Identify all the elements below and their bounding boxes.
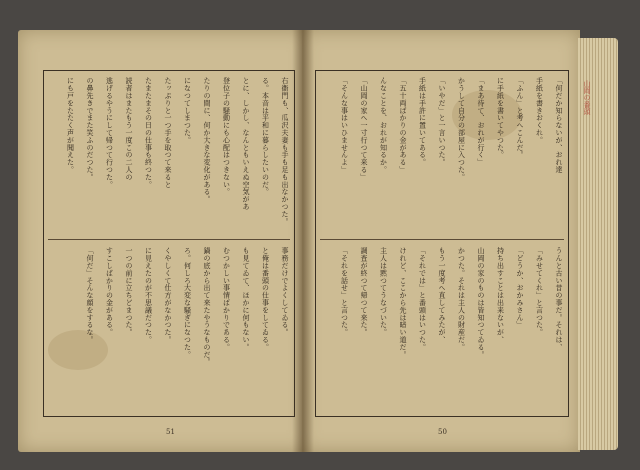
text-column: に手紙を書いてやつた。 (496, 77, 505, 159)
left-upper-text (48, 77, 290, 227)
text-column: になつてしまつた。 (183, 77, 192, 144)
text-column: 「まあ待て、おれが行く」 (477, 77, 485, 166)
text-column: 「いやだ」と一言いつた。 (438, 77, 446, 166)
text-column: たまたまその日の仕事も終つた。 (144, 77, 153, 188)
text-column: 手紙は手許に置いてある。 (418, 77, 427, 166)
text-column: 逃げるやうにして帰つて行つた。 (105, 77, 114, 188)
text-column: 「それを話せ」と言つた。 (340, 247, 349, 336)
open-book (10, 20, 622, 456)
text-column: 「ふん」と考へこんだ。 (516, 77, 524, 159)
text-column: 主人は黙つてうなづいた。 (379, 247, 388, 336)
right-section-rule (320, 239, 564, 240)
text-column: 「そんな事はいひませんよ」 (340, 77, 349, 174)
right-text-frame (315, 70, 569, 417)
text-column: んなことを、おれが知るか。 (379, 77, 388, 174)
left-page-number: 51 (166, 428, 175, 436)
text-column: たりの間に、何か大きな変化がある。 (203, 77, 211, 203)
right-lower-text (320, 247, 564, 407)
text-column: も見てゐて、ほかに何もない。 (242, 247, 250, 351)
text-column: 持ち出すことは出来ないが、 (496, 247, 505, 344)
right-page-number: 50 (438, 428, 447, 436)
text-column: 「それでは」と番頭はいつた。 (418, 247, 427, 351)
left-text-frame (43, 70, 295, 417)
text-column: 山岡の家のものは皆知つてゐる。 (477, 247, 485, 358)
text-column: にも戸をたたく声が聞えた。 (66, 77, 75, 174)
text-column: 「何だか知らないが、おれ達 (555, 77, 563, 174)
text-column: もう一度考へ直してみたが、 (438, 247, 446, 344)
text-column: 事務だけでよくしてゐる。 (281, 247, 289, 336)
right-page (302, 30, 580, 452)
text-column: 一つの前に立ちどまつた。 (125, 247, 133, 336)
text-column: 「みせてくれ」と言つた。 (535, 247, 544, 336)
text-column: むつかしい事情ばかりである。 (222, 247, 231, 351)
text-column: 「どうか、おかみさん」 (516, 247, 524, 329)
text-column: かうして自分の部屋に入つた。 (457, 77, 466, 181)
text-column: 読者はまたもう一度この二人の (125, 77, 133, 181)
book-gutter (292, 30, 314, 452)
text-column: る。本音は平和に暮らしたいのだ。 (261, 77, 270, 196)
text-column: 右衞門も、瓜沢夫妻も手も足も出なかつた。 (281, 77, 289, 225)
text-column: くやしくて仕方がなかつた。 (164, 247, 172, 344)
text-column: とに、しかし、なんともいえぬ空気があ (242, 77, 250, 211)
right-upper-text (320, 77, 564, 227)
text-column: 登位子の騒動にも心配はつきない。 (222, 77, 231, 196)
text-column: けれど、ここから先は暗い道だ。 (399, 247, 407, 358)
text-column: すこしばかりの金がある。 (105, 247, 114, 336)
text-column: うんと古い昔の事だ。それは、 (555, 247, 563, 351)
edge-label: 山岡の番頭 (583, 80, 591, 115)
text-column: たッぷりと一つ手を取つて来ると (164, 77, 172, 188)
text-column: 手紙を書きおくれ。 (535, 77, 544, 144)
text-column: 「何だ」そんな顔をするな。 (86, 247, 94, 344)
text-column: 鍋の底から出て来たやうなものだ。 (203, 247, 211, 366)
left-page (18, 30, 308, 452)
text-column: の鼻先きでまた笑ふのだつた。 (86, 77, 94, 181)
text-column: かつた。それは主人の財産だ。 (457, 247, 466, 351)
text-column: に見えたのが不思議だつた。 (144, 247, 153, 344)
text-column: 調査が終つて帰つて来た。 (360, 247, 368, 336)
text-column: 「五十両ばかりの金がある」 (399, 77, 407, 174)
left-section-rule (48, 239, 290, 240)
text-column: 「山岡の家へ一寸行つて来る」 (360, 77, 368, 181)
text-column: と俺は番頭の仕事をしてゐる。 (261, 247, 270, 351)
text-column: ろ。何しろ大変な騒ぎになつた。 (183, 247, 192, 358)
left-lower-text (48, 247, 290, 407)
